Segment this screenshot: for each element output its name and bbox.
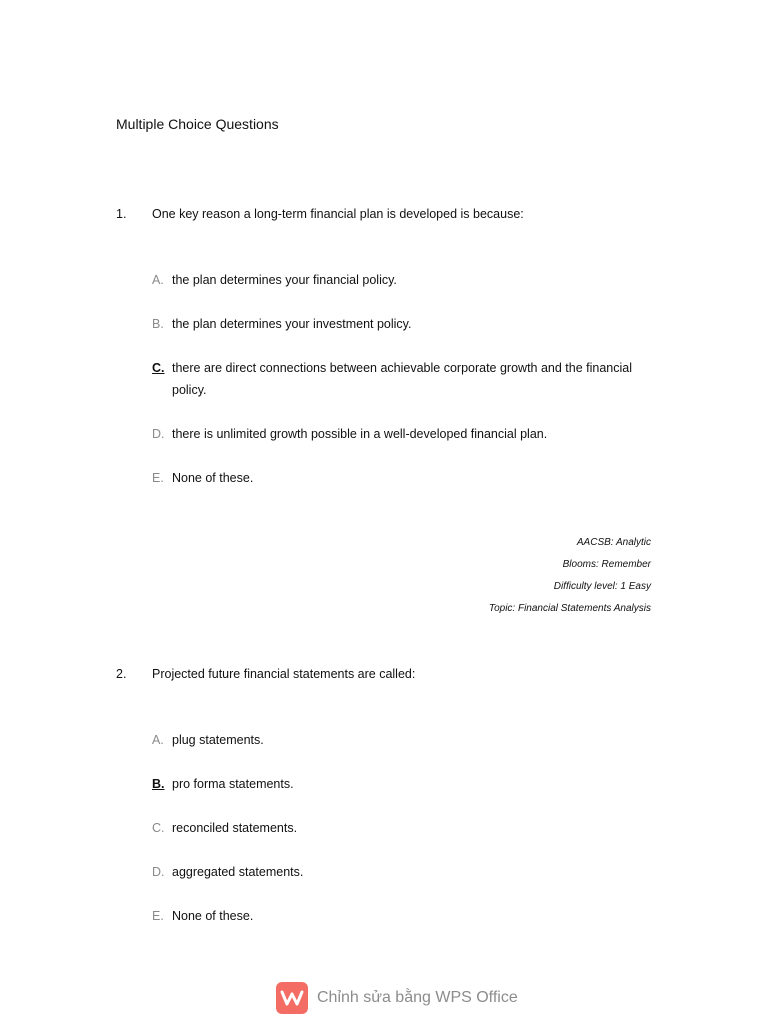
choice-letter: D. — [152, 427, 165, 441]
choice-letter: A. — [152, 733, 164, 747]
choice-letter: D. — [152, 865, 165, 879]
choice-d — [152, 861, 652, 883]
meta-aacsb: AACSB: Analytic — [576, 537, 651, 548]
choice-c — [152, 817, 652, 839]
choice-d — [152, 423, 652, 445]
choice-text: there are direct connections between achievable corporate growth and the financial policy. — [172, 361, 633, 397]
meta-topic: Topic: Financial Statements Analysis — [488, 603, 651, 614]
choice-a — [152, 729, 652, 751]
choice-text: the plan determines your financial policy. — [172, 273, 397, 287]
meta-difficulty: Difficulty level: 1 Easy — [553, 581, 651, 592]
choice-b-correct — [152, 773, 652, 795]
choice-text: there is unlimited growth possible in a well-developed financial plan. — [172, 427, 548, 441]
question-text: One key reason a long-term financial plan is developed is because: — [152, 207, 524, 221]
choice-text: aggregated statements. — [172, 865, 304, 879]
choice-text: None of these. — [172, 909, 254, 923]
question-text: Projected future financial statements are called: — [152, 667, 416, 681]
wps-office-logo-icon — [276, 982, 308, 1014]
choice-text: pro forma statements. — [172, 777, 294, 791]
meta-blooms: Blooms: Remember — [562, 559, 651, 570]
choice-c-correct — [152, 357, 652, 401]
page-heading: Multiple Choice Questions — [116, 116, 279, 132]
choice-text: None of these. — [172, 471, 254, 485]
choice-a — [152, 269, 652, 291]
choice-text: the plan determines your investment policy. — [172, 317, 412, 331]
choice-e — [152, 905, 652, 927]
choice-text: reconciled statements. — [172, 821, 298, 835]
correct-answer-letter: B. — [152, 777, 165, 791]
choice-e — [152, 467, 652, 489]
choice-b — [152, 313, 652, 335]
choice-letter: E. — [152, 471, 164, 485]
question-number: 2. — [116, 667, 127, 681]
question-number: 1. — [116, 207, 127, 221]
choice-letter: C. — [152, 821, 165, 835]
choice-letter: B. — [152, 317, 164, 331]
choice-letter: E. — [152, 909, 164, 923]
choice-letter: A. — [152, 273, 164, 287]
wps-edit-label: Chỉnh sửa bằng WPS Office — [317, 989, 518, 1006]
choice-text: plug statements. — [172, 733, 264, 747]
wps-edit-banner[interactable] — [276, 982, 518, 1014]
correct-answer-letter: C. — [152, 361, 165, 375]
